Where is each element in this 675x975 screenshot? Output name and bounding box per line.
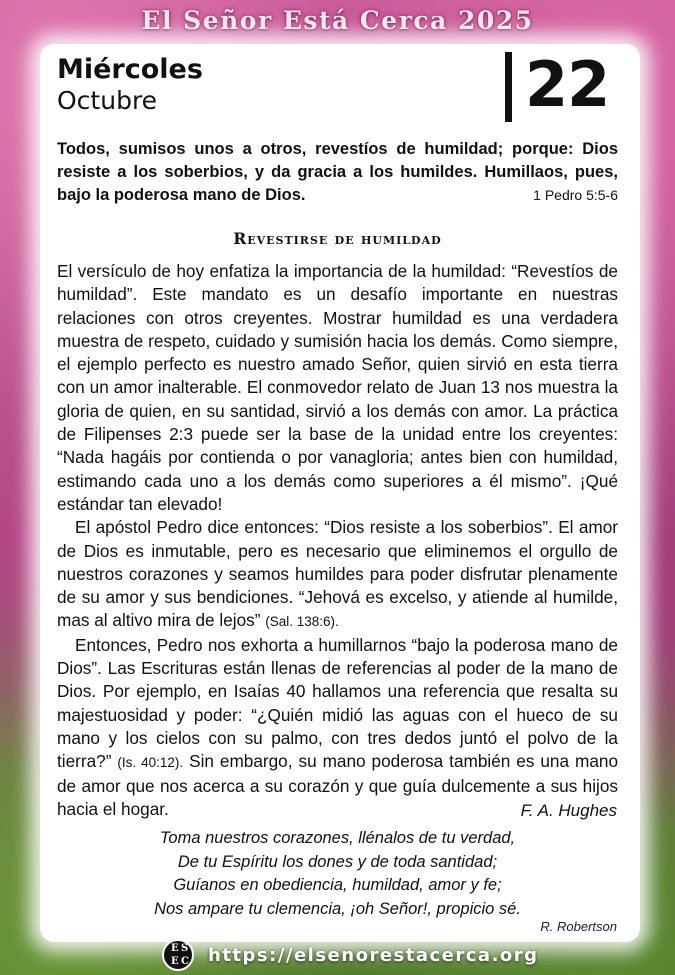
paragraph-3-reference: (Is. 40:12). bbox=[117, 755, 184, 771]
devotional-body bbox=[57, 260, 618, 821]
verse-reference: 1 Pedro 5:5-6 bbox=[533, 187, 618, 203]
esec-logo-icon: E S E C bbox=[162, 939, 194, 971]
weekday-label: Miércoles bbox=[57, 54, 203, 85]
footer bbox=[162, 937, 539, 973]
paragraph-3 bbox=[57, 634, 618, 821]
paragraph-1: El versículo de hoy enfatiza la importancia de la humildad: “Revestíos de humildad”. Este mandato es un desafío importante en nuestras relaciones con otros creyentes. Mostrar humildad es una verdadera muestra de respeto, cuidado y sumisión hacia los demás. Como siempre, el ejemplo perfecto es nuestro amado Señor, quien sirvió en esta tierra con un amor inalterable. El conmovedor relato de Juan 13 nos muestra la gloria de quien, en su santidad, sirvió a los demás con amor. La práctica de Filipenses 2:3 puede ser la base de la unidad entre los creyentes: “Nada hagáis por contienda o por vanagloria; antes bien con humildad, estimando cada uno a los demás como superiores a él mismo”. ¡Qué estándar tan elevado! bbox=[57, 261, 618, 514]
paragraph-2-text: El apóstol Pedro dice entonces: “Dios resiste a los soberbios”. El amor de Dios es inmutable, pero es necesario que eliminemos el orgullo de nuestros corazones y seamos humildes para poder disfrutar plenamente de su amor y sus bendiciones. “Jehová es excelso, y atiende al humilde, mas al altivo mira de lejos” bbox=[57, 517, 618, 631]
poem-author: R. Robertson bbox=[540, 919, 617, 934]
paragraph-3-text-b: Sin embargo, su mano poderosa también es una mano de amor que nos acerca a su corazón y que guía dulcemente a sus hijos hacia el hogar. bbox=[57, 751, 619, 819]
devotional-title: Revestirse de humildad bbox=[233, 229, 442, 248]
month-label: Octubre bbox=[57, 86, 158, 115]
poem-line: Toma nuestros corazones, llénalos de tu verdad, bbox=[159, 829, 516, 847]
day-number: 22 bbox=[525, 48, 610, 121]
website-link[interactable]: https://elsenorestacerca.org bbox=[208, 944, 539, 966]
devotional-author: F. A. Hughes bbox=[520, 801, 617, 820]
poem-line: Guíanos en obediencia, humildad, amor y fe; bbox=[173, 876, 502, 894]
paragraph-3-text-a: Entonces, Pedro nos exhorta a humillarnos “bajo la poderosa mano de Dios”. Las Escrituras están llenas de referencias al poder de la mano de Dios. Por ejemplo, en Isaías 40 hallamos una referencia que resalta su majestuosidad y poder: “¿Quién midió las aguas con el hueco de su mano y los cielos con su palmo, con tres dedos juntó el polvo de la tierra?” bbox=[57, 634, 618, 772]
publication-title: El Señor Está Cerca 2025 bbox=[141, 6, 534, 35]
paragraph-2 bbox=[57, 516, 618, 633]
paragraph-2-reference: (Sal. 138:6). bbox=[265, 614, 339, 630]
poem-line: De tu Espíritu los dones y de toda santidad; bbox=[177, 852, 498, 871]
poem-line: Nos ampare tu clemencia, ¡oh Señor!, propicio sé. bbox=[154, 899, 521, 918]
date-divider bbox=[505, 52, 512, 122]
key-verse bbox=[57, 138, 618, 207]
verse-text: Todos, sumisos unos a otros, revestíos de humildad; porque: Dios resiste a los soberbios, y da gracia a los humildes. Humillaos, pues, bajo la poderosa mano de Dios. bbox=[57, 140, 618, 204]
hymn-poem bbox=[0, 827, 675, 921]
